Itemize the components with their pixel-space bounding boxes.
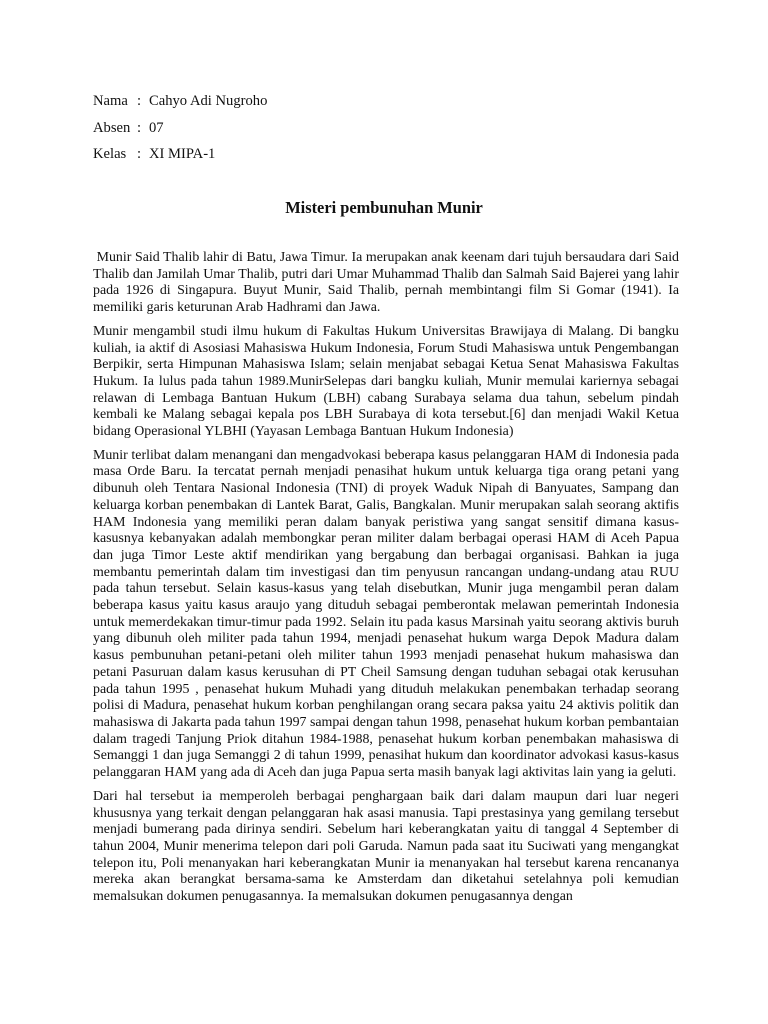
- document-title: Misteri pembunuhan Munir: [285, 198, 483, 217]
- paragraph-birth: Munir Said Thalib lahir di Batu, Jawa Timur. Ia merupakan anak keenam dari tujuh bersaudara dari Said Thalib dan Jamilah Umar Thalib, putri dari Umar Muhammad Thalib dan Salmah Said Bajerei yang lahir pada 1926 di Singapura. Buyut Munir, Said Thalib, pernah membintangi film Si Gomar (1941). Ia memiliki garis keturunan Arab Hadhrami dan Jawa.: [93, 250, 683, 316]
- class-label: Kelas: [93, 146, 127, 162]
- absen-label: Absen: [93, 119, 131, 136]
- name-separator: :: [137, 93, 142, 109]
- name-value: Cahyo Adi Nugroho: [149, 93, 268, 109]
- paragraph-advocacy: Munir terlibat dalam menangani dan mengadvokasi beberapa kasus pelanggaran HAM di Indonesia pada masa Orde Baru. Ia tercatat pernah menjadi penasihat hukum untuk keluarga tiga orang petani yang dibunuh oleh Tentara Nasional Indonesia (TNI) di proyek Waduk Nipah di Banyuates, Sampang dan keluarga korban penembakan di Lantek Barat, Galis, Bangkalan. Munir merupakan salah seorang aktifis HAM Indonesia yang memiliki peran dalam banyak peristiwa yang sangat sensitif dimana kasus-kasusnya kebanyakan adalah membongkar peran militer dalam berbagai operasi HAM di Aceh Papua dan juga Timor Leste aktif mendirikan yang bergabung dan berbagai organisasi. Bahkan ia juga membantu pemerintah dalam tim investigasi dan tim penyusun rancangan undang-undang atau RUU pada tahun tersebut. Selain kasus-kasus yang telah disebutkan, Munir juga mengambil peran dalam beberapa kasus yaitu kasus araujo yang dituduh sebagai pemberontak melawan pemerintah Indonesia untuk memerdekakan timur-timur pada 1992. Selain itu pada kasus Marsinah yaitu seorang aktivis buruh yang dibunuh oleh militer pada tahun 1994, menjadi penasehat hukum warga Depok Madura dalam kasus pembunuhan petani-petani oleh militer tahun 1993 menjadi penasehat hukum mahasiswa dan petani Pasuruan dalam kasus kerusuhan di PT Cheil Samsung dengan tuduhan sebagai otak kerusuhan pada tahun 1995 , penasehat hukum Muhadi yang dituduh melakukan penembakan terhadap seorang polisi di Madura, penasehat hukum korban penghilangan orang secara paksa yaitu 24 aktivis politik dan mahasiswa di Jakarta pada tahun 1997 sampai dengan tahun 1998, penasehat hukum korban pembantaian dalam tragedi Tanjung Priok ditahun 1984-1988, penasehat hukum korban penembakan mahasiswa di Semanggi 1 dan juga Semanggi 2 di tahun 1999, penasihat hukum dan koordinator advokasi kasus-kasus pelanggaran HAM yang ada di Aceh dan juga Papua serta masih banyak lagi aktivitas lain yang ia geluti.: [93, 447, 679, 781]
- absen-value: 07: [149, 119, 164, 136]
- class-separator: :: [137, 146, 142, 162]
- student-name-row: [93, 88, 267, 115]
- student-class-row: [93, 141, 267, 168]
- student-absen-row: [93, 115, 267, 142]
- paragraph-awards: Dari hal tersebut ia memperoleh berbagai penghargaan baik dari dalam maupun dari luar negeri khususnya yang terkait dengan pelanggaran hak asasi manusia. Tapi prestasinya yang gemilang tersebut menjadi bumerang pada dirinya sendiri. Sebelum hari keberangkatan yaitu di tanggal 4 September di tahun 2004, Munir menerima telepon dari poli Garuda. Namun pada saat itu Suciwati yang mengangkat telepon itu, Poli menanyakan hari keberangkatan Munir ia menanyakan hal tersebut karena rencananya mereka akan berangkat bersama-sama ke Amsterdam dan diketahui setelahnya poli kemudian memalsukan dokumen penugasannya. Ia memalsukan dokumen penugasannya dengan: [93, 788, 679, 905]
- paragraph-education: Munir mengambil studi ilmu hukum di Fakultas Hukum Universitas Brawijaya di Malang. Di bangku kuliah, ia aktif di Asosiasi Mahasiswa Hukum Indonesia, Forum Studi Mahasiswa untuk Pengembangan Berpikir, serta Himpunan Mahasiswa Islam; selain menjabat sebagai Ketua Senat Mahasiswa Fakultas Hukum. Ia lulus pada tahun 1989.MunirSelepas dari bangku kuliah, Munir memulai kariernya sebagai relawan di Lembaga Bantuan Hukum (LBH) cabang Surabaya selama dua tahun, sebelum pindah kembali ke Malang sebagai kepala pos LBH Surabaya di kota tersebut.[6] dan menjadi Wakil Ketua bidang Operasional YLBHI (Yayasan Lembaga Bantuan Hukum Indonesia): [93, 323, 679, 440]
- class-value: XI MIPA-1: [149, 146, 216, 162]
- name-label: Nama: [93, 93, 128, 109]
- student-info: [93, 88, 267, 168]
- absen-separator: :: [137, 119, 142, 136]
- document-body: [93, 250, 683, 913]
